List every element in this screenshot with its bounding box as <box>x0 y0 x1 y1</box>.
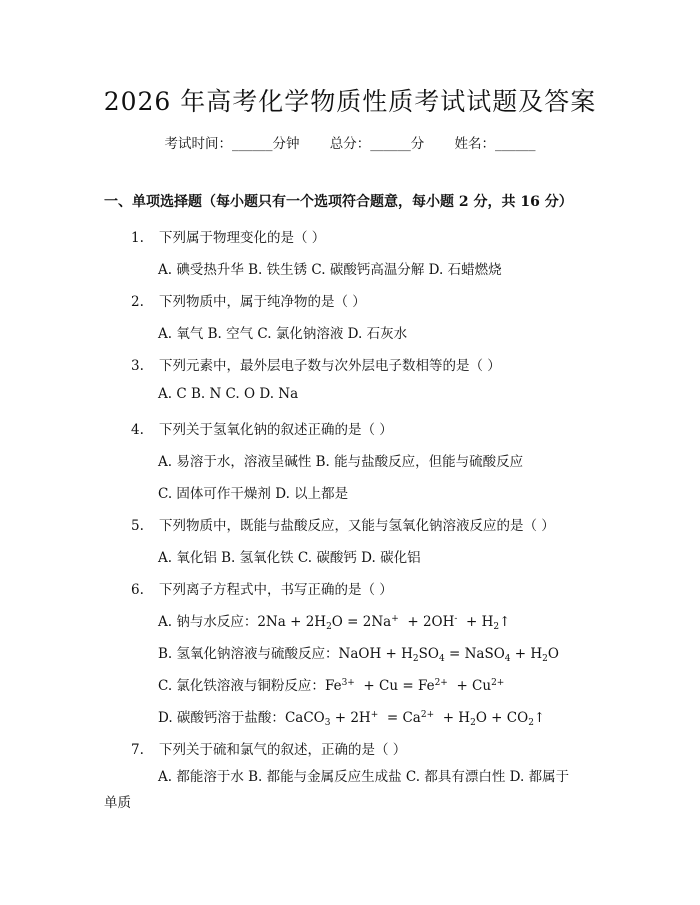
question-5: 5. 下列物质中，既能与盐酸反应，又能与氢氧化钠溶液反应的是（ ） <box>131 518 555 534</box>
question-3-options: A. C B. N C. O D. Na <box>158 386 299 402</box>
exam-time: 考试时间：______分钟 <box>164 136 300 152</box>
question-2-options: A. 氧气 B. 空气 C. 氯化钠溶液 D. 石灰水 <box>158 326 408 342</box>
section-heading: 一、单项选择题（每小题只有一个选项符合题意，每小题 2 分，共 16 分） <box>104 194 573 210</box>
question-1: 1. 下列属于物理变化的是（ ） <box>131 230 326 246</box>
question-6-option-d: D. 碳酸钙溶于盐酸：CaCO$_3$ + $2H^+ = Ca^{2+} + H_2O$ + $CO_2↑$ <box>158 710 546 728</box>
question-2: 2. 下列物质中，属于纯净物的是（ ） <box>131 294 366 310</box>
question-5-options: A. 氧化铝 B. 氢氧化铁 C. 碳酸钙 D. 碳化铝 <box>158 550 421 566</box>
student-name: 姓名：______ <box>454 136 536 152</box>
question-1-options: A. 碘受热升华 B. 铁生锈 C. 碳酸钙高温分解 D. 石蜡燃烧 <box>158 262 502 278</box>
question-4-options-ab: A. 易溶于水，溶液呈碱性 B. 能与盐酸反应，但能与硫酸反应 <box>158 454 524 470</box>
question-7: 7. 下列关于硫和氯气的叙述，正确的是（ ） <box>131 742 407 758</box>
question-4-options-cd: C. 固体可作干燥剂 D. 以上都是 <box>158 486 349 502</box>
question-3: 3. 下列元素中，最外层电子数与次外层电子数相等的是（ ） <box>131 358 501 374</box>
question-7-options: A. 都能溶于水 B. 都能与金属反应生成盐 C. 都具有漂白性 D. 都属于单质 <box>104 769 570 811</box>
question-4: 4. 下列关于氢氧化钠的叙述正确的是（ ） <box>131 422 393 438</box>
question-6: 6. 下列离子方程式中，书写正确的是（ ） <box>131 582 393 598</box>
exam-info <box>0 132 700 152</box>
question-6-option-b: B. 氢氧化钠溶液与硫酸反应：NaOH + $H_2SO_4$ = NaSO$_4$ + $H_2O$ <box>158 646 559 664</box>
total-score: 总分：______分 <box>329 136 425 152</box>
question-6-option-c: C. 氯化铁溶液与铜粉反应：$Fe^{3+} + Cu = Fe^{2+} + Cu^{2+}$ <box>158 678 505 694</box>
question-6-option-a: A. 钠与水反应：$2Na + 2H_2O = 2Na^+ + 2OH^-$ + $H_2↑$ <box>158 614 511 632</box>
page-title: 2026 年高考化学物质性质考试试题及答案 <box>103 87 597 116</box>
